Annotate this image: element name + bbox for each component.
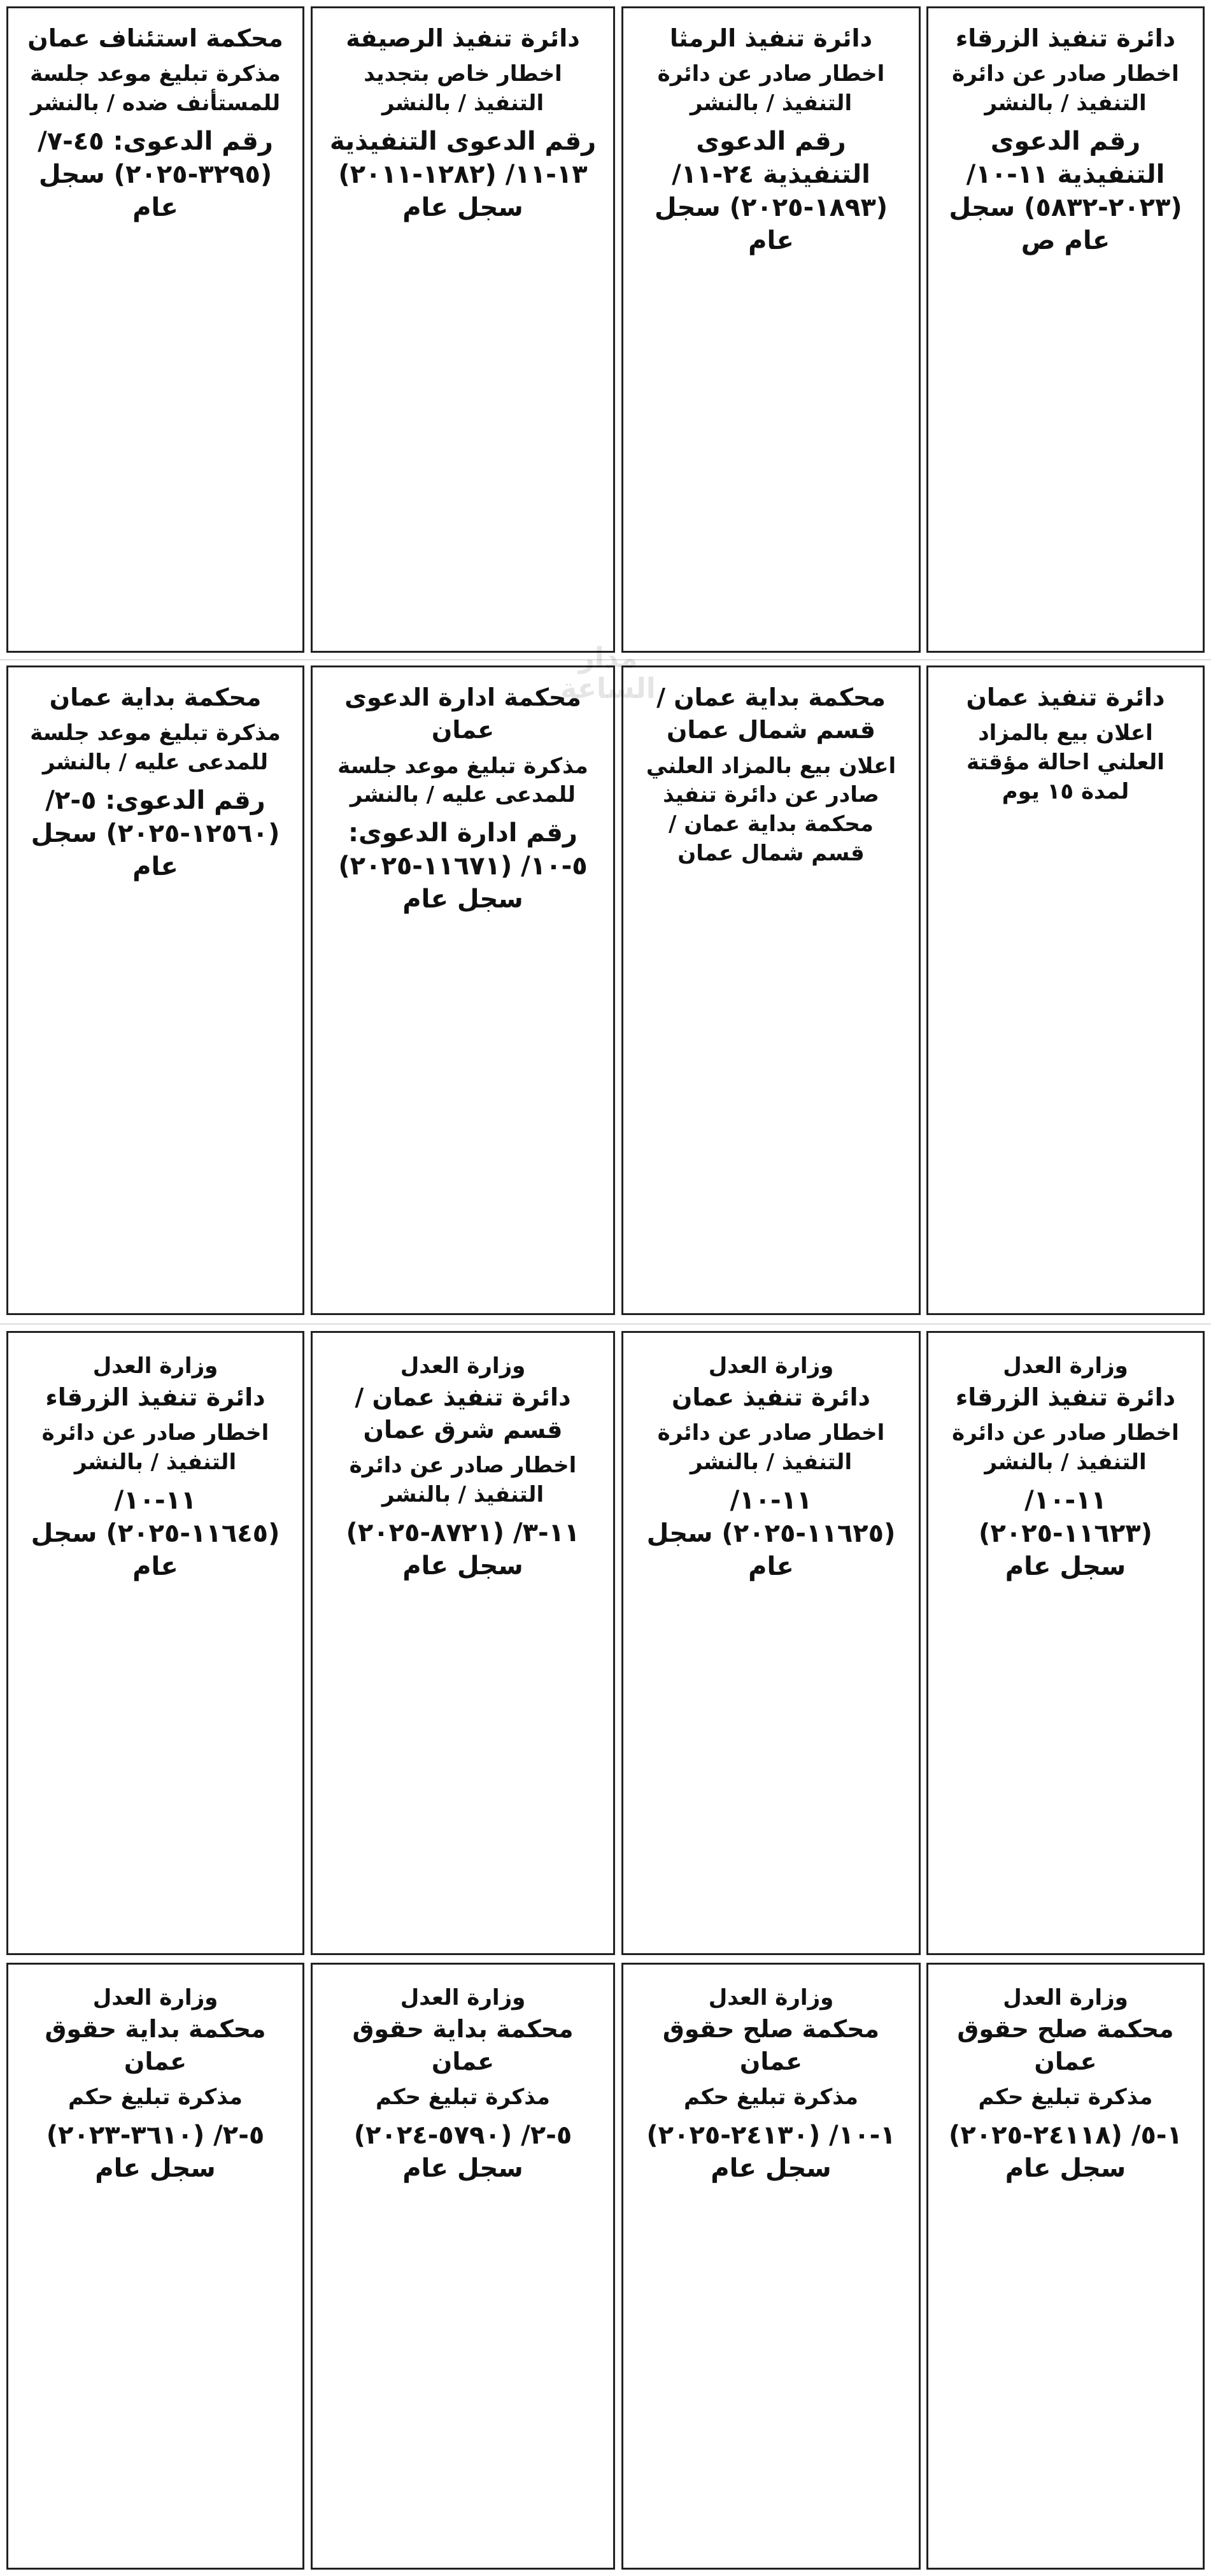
notice-heading: محكمة بداية عمان / قسم شمال عمان bbox=[656, 683, 886, 744]
notice-zarqa-exec-c bbox=[6, 1331, 304, 1955]
notice-heading: دائرة تنفيذ عمان bbox=[966, 683, 1165, 711]
notice-ministry: وزارة العدل bbox=[400, 1353, 526, 1379]
notice-case-number: ١١-١٠/ (١١٦٢٥-٢٠٢٥) سجل عام bbox=[646, 1485, 896, 1581]
notice-case-number: رقم الدعوى التنفيذية ٢٤-١١/ (١٨٩٣-٢٠٢٥) سجل عام bbox=[654, 127, 888, 256]
notice-body bbox=[640, 2193, 902, 2554]
notice-case-number: ١١-١٠/ (١١٦٤٥-٢٠٢٥) سجل عام bbox=[31, 1485, 280, 1581]
notice-subheading: مذكرة تبليغ حكم bbox=[684, 2084, 858, 2110]
notice-body bbox=[945, 265, 1186, 637]
notice-case-number: ١١-٣/ (٨٧٢١-٢٠٢٥) سجل عام bbox=[346, 1518, 580, 1581]
notice-ministry: وزارة العدل bbox=[1003, 1353, 1128, 1379]
notice-subheading: اخطار صادر عن دائرة التنفيذ / بالنشر bbox=[41, 1420, 269, 1476]
notice-case-number: ٥-٢/ (٥٧٩٠-٢٠٢٤) سجل عام bbox=[353, 2121, 572, 2184]
notice-heading: دائرة تنفيذ الرمثا bbox=[669, 24, 873, 52]
notice-heading: محكمة صلح حقوق عمان bbox=[957, 2014, 1174, 2076]
notice-subheading: اعلان بيع بالمزاد العلني احالة مؤقتة لمدة ١٥ يوم bbox=[967, 720, 1165, 805]
notice-body bbox=[640, 883, 902, 1299]
notice-heading: محكمة بداية حقوق عمان bbox=[45, 2014, 266, 2076]
notice-body bbox=[329, 1590, 597, 1939]
notice-case-number: رقم الدعوى: ٤٥-٧/ (٣٢٩٥-٢٠٢٥) سجل عام bbox=[38, 127, 273, 223]
notice-amman-appeal bbox=[6, 6, 304, 653]
notice-rusaifa-exec bbox=[311, 6, 615, 653]
notice-amman-case-mgmt bbox=[311, 665, 615, 1315]
notice-body bbox=[945, 821, 1186, 1299]
notice-zarqa-exec-a bbox=[926, 6, 1205, 653]
notice-heading: محكمة بداية عمان bbox=[49, 683, 262, 711]
notice-heading: دائرة تنفيذ عمان bbox=[671, 1383, 871, 1411]
notice-case-number: رقم ادارة الدعوى: ٥-١٠/ (١١٦٧١-٢٠٢٥) سجل عام bbox=[338, 818, 588, 914]
notice-case-number: ٥-٢/ (٣٦١٠-٢٠٢٣) سجل عام bbox=[46, 2121, 265, 2184]
notice-east-amman-exec bbox=[311, 1331, 615, 1955]
notice-body bbox=[329, 2193, 597, 2554]
notice-body bbox=[640, 265, 902, 637]
notice-case-number: رقم الدعوى: ٥-٢/ (١٢٥٦٠-٢٠٢٥) سجل عام bbox=[31, 786, 280, 882]
notice-heading: دائرة تنفيذ الزرقاء bbox=[955, 24, 1176, 52]
notice-ministry: وزارة العدل bbox=[92, 1353, 218, 1379]
notice-north-amman-auction bbox=[621, 665, 921, 1315]
notice-ministry: وزارة العدل bbox=[400, 1985, 526, 2010]
notice-ramtha-exec bbox=[621, 6, 921, 653]
notice-subheading: اخطار صادر عن دائرة التنفيذ / بالنشر bbox=[657, 1420, 885, 1476]
notice-heading: دائرة تنفيذ الرصيفة bbox=[346, 24, 580, 52]
notice-subheading: اخطار خاص بتجديد التنفيذ / بالنشر bbox=[364, 61, 562, 117]
watermark-logo: مدار الساعة bbox=[560, 642, 656, 706]
notice-subheading: مذكرة تبليغ موعد جلسة للمدعى عليه / بالنشر bbox=[337, 753, 588, 808]
notice-heading: محكمة صلح حقوق عمان bbox=[662, 2014, 880, 2076]
notice-body bbox=[329, 232, 597, 637]
notice-subheading: اخطار صادر عن دائرة التنفيذ / بالنشر bbox=[952, 1420, 1179, 1476]
notice-body bbox=[945, 2193, 1186, 2554]
notice-amman-exec-auction bbox=[926, 665, 1205, 1315]
notice-heading: محكمة استئناف عمان bbox=[27, 24, 283, 52]
notice-case-number: ١-٥/ (٢٤١١٨-٢٠٢٥) سجل عام bbox=[949, 2121, 1182, 2184]
notice-subheading: مذكرة تبليغ حكم bbox=[68, 2084, 243, 2110]
notice-body bbox=[25, 232, 286, 637]
notice-amman-exec-b bbox=[621, 1331, 921, 1955]
notice-subheading: اعلان بيع بالمزاد العلني صادر عن دائرة تنفيذ محكمة بداية عمان / قسم شمال عمان bbox=[646, 753, 896, 867]
notice-ministry: وزارة العدل bbox=[92, 1985, 218, 2010]
notice-ministry: وزارة العدل bbox=[1003, 1985, 1128, 2010]
notice-ministry: وزارة العدل bbox=[708, 1985, 834, 2010]
notice-subheading: مذكرة تبليغ موعد جلسة للمستأنف ضده / بالنشر bbox=[30, 61, 281, 117]
notice-amman-first-instance bbox=[6, 665, 304, 1315]
notice-case-number: ١-١٠/ (٢٤١٣٠-٢٠٢٥) سجل عام bbox=[646, 2121, 896, 2184]
notice-subheading: اخطار صادر عن دائرة التنفيذ / بالنشر bbox=[349, 1453, 577, 1508]
notice-heading: دائرة تنفيذ الزرقاء bbox=[955, 1383, 1176, 1411]
notice-case-number: رقم الدعوى التنفيذية ١١-١٠/ (٢٠٢٣-٥٨٣٢) سجل عام ص bbox=[949, 127, 1182, 256]
notice-heading: محكمة بداية حقوق عمان bbox=[352, 2014, 574, 2076]
notice-zarqa-exec-b bbox=[926, 1331, 1205, 1955]
notice-subheading: مذكرة تبليغ حكم bbox=[376, 2084, 550, 2110]
notice-body bbox=[329, 923, 597, 1299]
notice-body bbox=[25, 891, 286, 1299]
notice-subheading: مذكرة تبليغ موعد جلسة للمدعى عليه / بالنشر bbox=[30, 720, 281, 776]
notice-amman-magistrate-b bbox=[621, 1963, 921, 2570]
notice-amman-first-rights-b bbox=[6, 1963, 304, 2570]
notice-subheading: اخطار صادر عن دائرة التنفيذ / بالنشر bbox=[657, 61, 885, 117]
notice-body bbox=[25, 2193, 286, 2554]
notice-subheading: مذكرة تبليغ حكم bbox=[978, 2084, 1153, 2110]
notice-subheading: اخطار صادر عن دائرة التنفيذ / بالنشر bbox=[952, 61, 1179, 117]
row-divider bbox=[0, 1323, 1211, 1325]
notice-body bbox=[640, 1591, 902, 1939]
notice-amman-first-rights-a bbox=[311, 1963, 615, 2570]
notice-heading: دائرة تنفيذ عمان / قسم شرق عمان bbox=[355, 1383, 571, 1444]
notice-body bbox=[25, 1591, 286, 1939]
notice-case-number: ١١-١٠/ (١١٦٢٣-٢٠٢٥) سجل عام bbox=[979, 1485, 1152, 1581]
notice-case-number: رقم الدعوى التنفيذية ١٣-١١/ (١٢٨٢-٢٠١١) سجل عام bbox=[329, 127, 597, 223]
notice-heading: محكمة ادارة الدعوى عمان bbox=[344, 683, 581, 744]
notice-ministry: وزارة العدل bbox=[708, 1353, 834, 1379]
notice-amman-magistrate-a bbox=[926, 1963, 1205, 2570]
notice-heading: دائرة تنفيذ الزرقاء bbox=[45, 1383, 266, 1411]
notice-body bbox=[945, 1591, 1186, 1939]
